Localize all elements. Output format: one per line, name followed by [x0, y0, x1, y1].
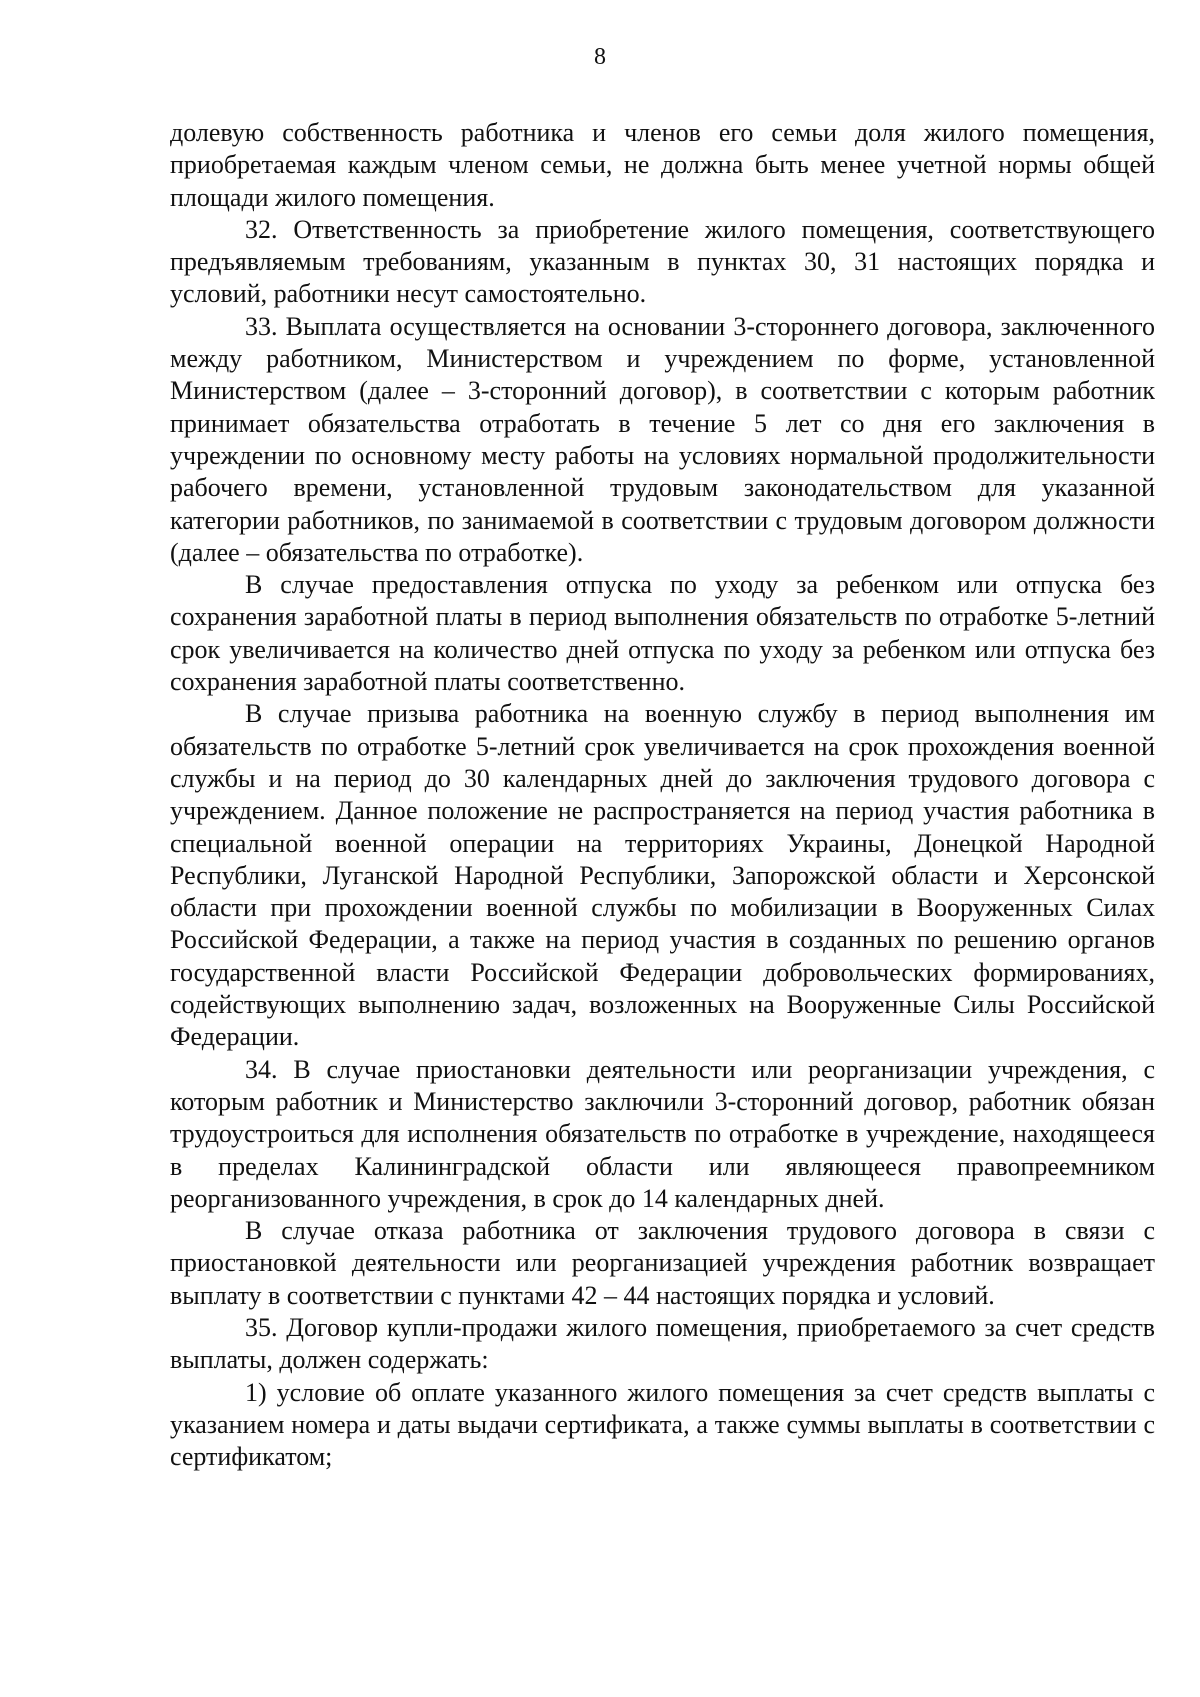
paragraph-clause-35-item-1: 1) условие об оплате указанного жилого помещения за счет средств выплаты с указанием номера и даты выдачи сертификата, а также суммы выплаты в соответствии с сертификатом; — [170, 1377, 1155, 1472]
paragraph-leave-extension: В случае предоставления отпуска по уходу за ребенком или отпуска без сохранения заработной платы в период выполнения обязательств по отработке 5-летний срок увеличивается на количество дней отпуска по уходу за ребенком или отпуска без сохранения заработной платы соответственно. — [170, 570, 1155, 697]
paragraph-clause-35: 35. Договор купли-продажи жилого помещения, приобретаемого за счет средств выплаты, должен содержать: — [170, 1312, 1155, 1375]
paragraph-clause-32: 32. Ответственность за приобретение жилого помещения, соответствующего предъявляемым требованиям, указанным в пунктах 30, 31 настоящих порядка и условий, работники несут самостоятельно. — [170, 214, 1155, 309]
document-body — [170, 117, 1155, 1473]
page-number: 8 — [594, 44, 606, 70]
paragraph-refusal: В случае отказа работника от заключения трудового договора в связи с приостановкой деятельности или реорганизацией учреждения работник возвращает выплату в соответствии с пунктами 42 – 44 настоящих порядка и условий. — [170, 1216, 1155, 1310]
paragraph-clause-34: 34. В случае приостановки деятельности или реорганизации учреждения, с которым работник и Министерство заключили 3-сторонний договор, работник обязан трудоустроиться для исполнения обязательств по отработке в учреждение, находящееся в пределах Калининградской области или являющееся правопреемником реорганизованного учреждения, в срок до 14 календарных дней. — [170, 1054, 1155, 1213]
paragraph-continuation: долевую собственность работника и членов его семьи доля жилого помещения, приобретаемая каждым членом семьи, не должна быть менее учетной нормы общей площади жилого помещения. — [170, 118, 1155, 212]
paragraph-clause-33: 33. Выплата осуществляется на основании 3-стороннего договора, заключенного между работником, Министерством и учреждением по форме, установленной Министерством (далее – 3-сторонний договор), в соответствии с которым работник принимает обязательства отработать в течение 5 лет со дня его заключения в учреждении по основному месту работы на условиях нормальной продолжительности рабочего времени, установленной трудовым законодательством для указанной категории работников, по занимаемой в соответствии с трудовым договором должности (далее – обязательства по отработке). — [170, 311, 1155, 567]
paragraph-military-service: В случае призыва работника на военную службу в период выполнения им обязательств по отработке 5-летний срок увеличивается на срок прохождения военной службы и на период до 30 календарных дней до заключения трудового договора с учреждением. Данное положение не распространяется на период участия работника в специальной военной операции на территориях Украины, Донецкой Народной Республики, Луганской Народной Республики, Запорожской области и Херсонской области при прохождении военной службы по мобилизации в Вооруженных Силах Российской Федерации, а также на период участия в созданных по решению органов государственной власти Российской Федерации добровольческих формированиях, содействующих выполнению задач, возложенных на Вооруженные Силы Российской Федерации. — [170, 699, 1155, 1052]
